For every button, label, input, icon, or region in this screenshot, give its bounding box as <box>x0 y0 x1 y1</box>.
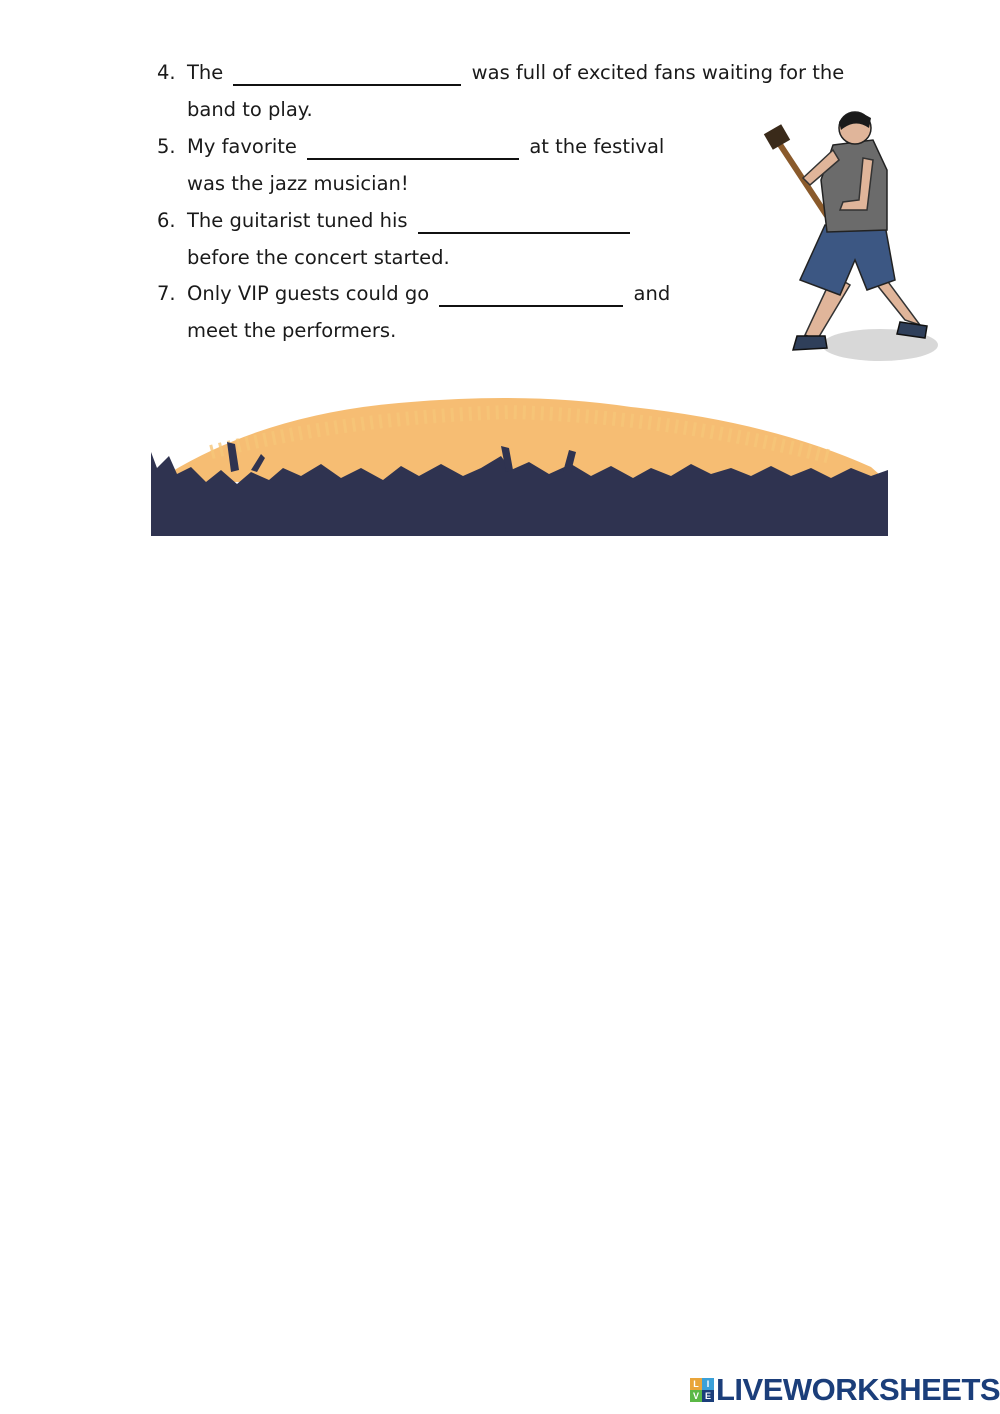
logo-letter: V <box>690 1390 702 1402</box>
answer-blank-7[interactable] <box>439 287 623 307</box>
question-number: 6. <box>157 209 176 232</box>
question-text-before: The guitarist tuned his <box>187 209 414 232</box>
answer-blank-6[interactable] <box>418 214 630 234</box>
question-text-after: was full of excited fans waiting for the <box>465 61 845 84</box>
question-number: 5. <box>157 135 176 158</box>
answer-blank-5[interactable] <box>307 140 519 160</box>
question-continuation: was the jazz musician! <box>187 172 409 195</box>
question-text-after: and <box>627 282 671 305</box>
question-4 <box>157 54 844 128</box>
question-5 <box>157 128 664 202</box>
question-continuation: band to play. <box>187 98 313 121</box>
left-shoe <box>793 336 827 350</box>
concert-crowd-illustration <box>151 372 888 536</box>
guitarist-illustration <box>755 100 945 375</box>
answer-blank-4[interactable] <box>233 66 461 86</box>
brand-name: LIVEWORKSHEETS <box>716 1372 1000 1407</box>
logo-letter: I <box>702 1378 714 1390</box>
question-7 <box>157 275 670 349</box>
question-continuation: before the concert started. <box>187 246 450 269</box>
logo-mark-icon <box>690 1378 714 1402</box>
question-text-before: The <box>187 61 230 84</box>
question-text-before: My favorite <box>187 135 304 158</box>
question-text-before: Only VIP guests could go <box>187 282 436 305</box>
question-6 <box>157 202 634 276</box>
liveworksheets-logo <box>690 1372 1000 1408</box>
guitar-headstock <box>764 124 790 150</box>
question-text-after: at the festival <box>523 135 665 158</box>
question-continuation: meet the performers. <box>187 319 397 342</box>
logo-letter: L <box>690 1378 702 1390</box>
question-number: 7. <box>157 282 176 305</box>
logo-letter: E <box>702 1390 714 1402</box>
question-number: 4. <box>157 61 176 84</box>
